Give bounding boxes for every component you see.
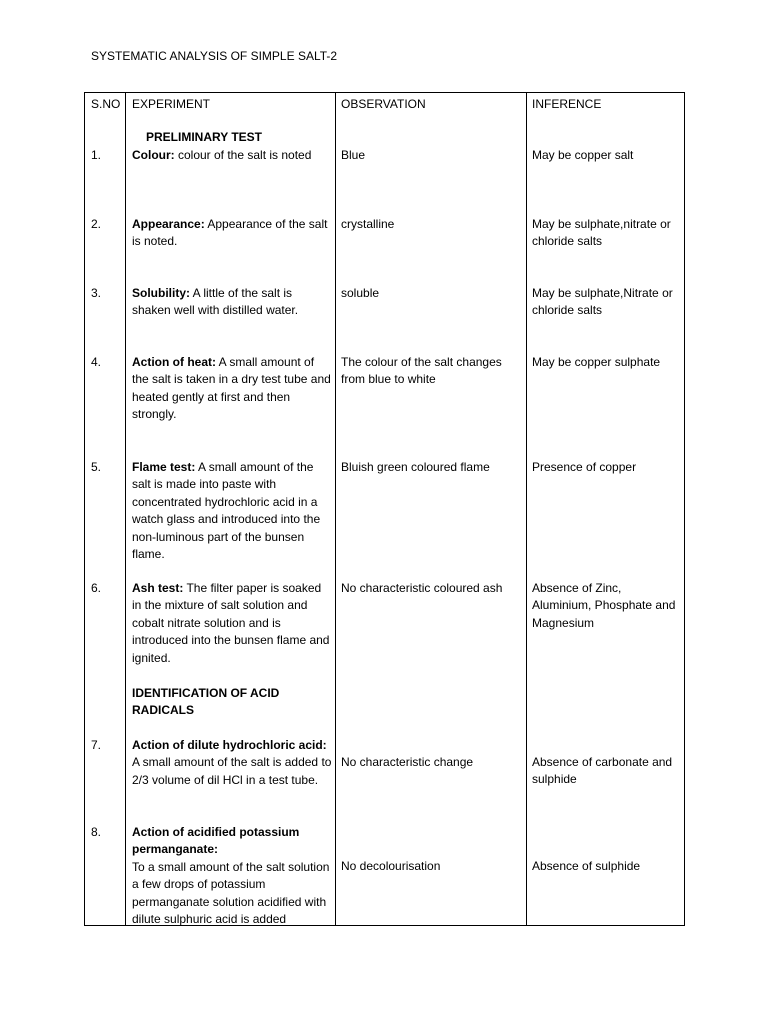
experiment-text: A little of the salt is shaken well with distilled water. <box>132 286 299 318</box>
experiment-text: To a small amount of the salt solution a few drops of potassium permanganate solution acidified with dilute sulphuric acid is added <box>132 859 330 927</box>
row-2-inference: May be sulphate,nitrate or chloride salts <box>532 217 671 249</box>
row-4-experiment <box>132 354 332 424</box>
section-heading-preliminary: PRELIMINARY TEST <box>146 130 263 144</box>
row-6-sno: 6. <box>91 581 102 595</box>
row-3-experiment <box>132 285 332 320</box>
row-1-experiment <box>132 147 332 164</box>
row-7-experiment <box>132 737 332 789</box>
document-title: SYSTEMATIC ANALYSIS OF SIMPLE SALT-2 <box>91 49 338 63</box>
row-1-sno: 1. <box>91 148 102 162</box>
row-7-observation: No characteristic change <box>341 755 474 769</box>
experiment-text: A small amount of the salt is taken in a dry test tube and heated gently at first and then strongly. <box>132 355 331 422</box>
column-divider <box>526 93 527 925</box>
experiment-label: Flame test: <box>132 460 196 474</box>
experiment-text: A small amount of the salt is made into paste with concentrated hydrochloric acid in a watch glass and introduced into the non-luminous part of the bunsen flame. <box>132 460 321 562</box>
experiment-label: Ash test: <box>132 581 184 595</box>
experiment-label: Colour: <box>132 148 175 162</box>
experiment-label: Action of heat: <box>132 355 216 369</box>
column-divider <box>335 93 336 925</box>
column-divider <box>125 93 126 925</box>
row-3-inference: May be sulphate,Nitrate or chloride salts <box>532 286 673 318</box>
row-5-experiment <box>132 459 332 563</box>
row-8-experiment <box>132 824 332 928</box>
row-2-sno: 2. <box>91 217 102 231</box>
row-6-experiment <box>132 580 332 667</box>
row-6-observation: No characteristic coloured ash <box>341 581 503 595</box>
row-1-inference: May be copper salt <box>532 148 634 162</box>
row-8-observation: No decolourisation <box>341 859 441 873</box>
row-6-inference: Absence of Zinc, Aluminium, Phosphate and Magnesium <box>532 581 676 630</box>
experiment-text: colour of the salt is noted <box>174 148 312 162</box>
row-5-sno: 5. <box>91 460 102 474</box>
row-3-sno: 3. <box>91 286 102 300</box>
row-5-observation: Bluish green coloured flame <box>341 460 490 474</box>
analysis-table <box>84 92 685 926</box>
row-8-sno: 8. <box>91 825 102 839</box>
row-8-inference: Absence of sulphide <box>532 859 641 873</box>
row-1-observation: Blue <box>341 148 366 162</box>
row-2-experiment <box>132 216 332 251</box>
header-observation: OBSERVATION <box>341 97 426 111</box>
experiment-label: Appearance: <box>132 217 205 231</box>
header-sno: S.NO <box>91 97 121 111</box>
row-4-observation: The colour of the salt changes from blue to white <box>341 355 502 387</box>
row-5-inference: Presence of copper <box>532 460 637 474</box>
row-3-observation: soluble <box>341 286 380 300</box>
experiment-label: Action of dilute hydrochloric acid: <box>132 738 327 752</box>
header-inference: INFERENCE <box>532 97 602 111</box>
row-4-sno: 4. <box>91 355 102 369</box>
row-4-inference: May be copper sulphate <box>532 355 661 369</box>
section-heading-acid-radicals: IDENTIFICATION OF ACID RADICALS <box>132 686 280 718</box>
header-experiment: EXPERIMENT <box>132 97 211 111</box>
experiment-label: Solubility: <box>132 286 190 300</box>
row-7-inference: Absence of carbonate and sulphide <box>532 755 673 787</box>
row-2-observation: crystalline <box>341 217 395 231</box>
row-7-sno: 7. <box>91 738 102 752</box>
experiment-text: Appearance of the salt is noted. <box>132 217 328 249</box>
experiment-label: Action of acidified potassium permanganate: <box>132 825 300 857</box>
experiment-text: The filter paper is soaked in the mixture of salt solution and cobalt nitrate solution and is introduced into the bunsen flame and ignited. <box>132 581 330 665</box>
experiment-text: A small amount of the salt is added to 2/3 volume of dil HCl in a test tube. <box>132 755 332 787</box>
